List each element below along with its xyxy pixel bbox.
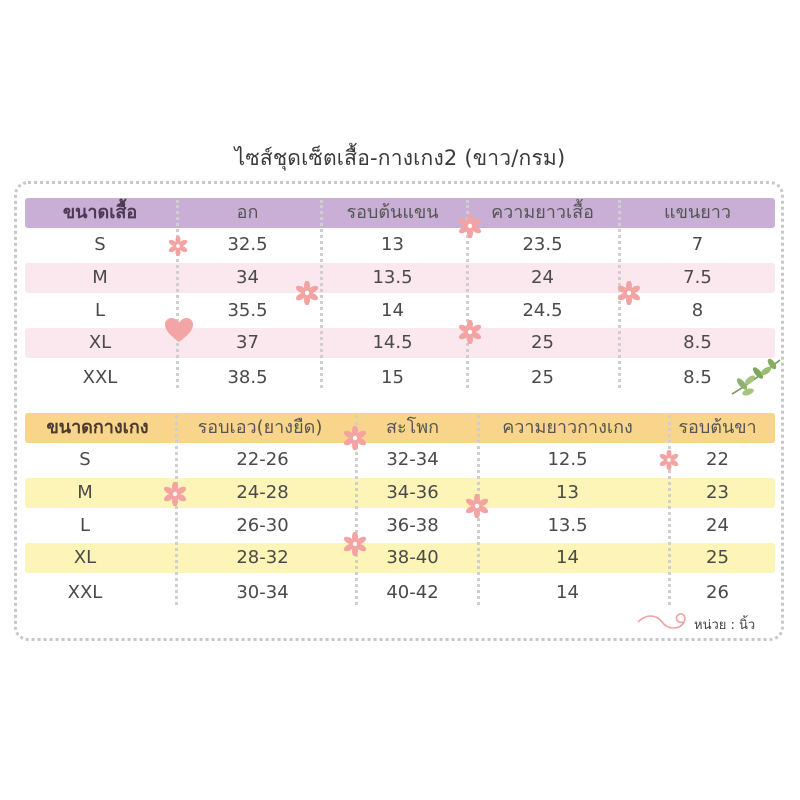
- value-cell: 24-28: [236, 482, 289, 503]
- shirt-header-sleeve: แขนยาว: [664, 202, 731, 223]
- value-cell: 15: [381, 367, 404, 388]
- pants-header-size: ขนาดกางเกง: [46, 417, 149, 438]
- table-row: [25, 478, 775, 508]
- flower-icon: [659, 450, 679, 470]
- value-cell: 38.5: [227, 367, 268, 388]
- chart-title: ไซส์ชุดเซ็ตเสื้อ-กางเกง2 (ขาว/กรม): [234, 146, 566, 170]
- value-cell: 36-38: [386, 515, 439, 536]
- value-cell: 28-32: [236, 547, 289, 568]
- column-divider: [668, 415, 671, 605]
- flower-icon: [458, 320, 482, 344]
- flower-icon: [295, 281, 319, 305]
- table-row: [25, 296, 775, 326]
- table-row: [25, 363, 775, 393]
- heart-icon: [164, 317, 194, 343]
- value-cell: 13.5: [372, 267, 413, 288]
- value-cell: 32-34: [386, 449, 439, 470]
- value-cell: 30-34: [236, 582, 289, 603]
- value-cell: 13: [381, 234, 404, 255]
- size-cell: M: [92, 267, 108, 288]
- size-cell: XXL: [67, 582, 103, 603]
- table-row: [25, 511, 775, 541]
- value-cell: 37: [236, 332, 259, 353]
- swirl-icon: [636, 610, 694, 634]
- value-cell: 14: [556, 547, 579, 568]
- value-cell: 8: [691, 300, 704, 321]
- value-cell: 32.5: [227, 234, 268, 255]
- size-cell: S: [79, 449, 91, 470]
- size-cell: L: [79, 515, 91, 536]
- table-row: [25, 578, 775, 608]
- value-cell: 25: [531, 367, 554, 388]
- pants-header-length: ความยาวกางเกง: [502, 417, 633, 438]
- value-cell: 35.5: [227, 300, 268, 321]
- flower-icon: [343, 426, 367, 450]
- value-cell: 7: [691, 234, 704, 255]
- shirt-header-chest: อก: [236, 202, 259, 223]
- value-cell: 13.5: [547, 515, 588, 536]
- value-cell: 25: [706, 547, 729, 568]
- value-cell: 22-26: [236, 449, 289, 470]
- value-cell: 24: [706, 515, 729, 536]
- size-cell: XL: [73, 547, 97, 568]
- size-cell: M: [77, 482, 93, 503]
- pants-header-thigh: รอบต้นขา: [678, 417, 757, 438]
- value-cell: 14.5: [372, 332, 413, 353]
- value-cell: 34-36: [386, 482, 439, 503]
- value-cell: 38-40: [386, 547, 439, 568]
- flower-icon: [465, 494, 489, 518]
- size-cell: XXL: [82, 367, 118, 388]
- flower-icon: [163, 482, 187, 506]
- value-cell: 23: [706, 482, 729, 503]
- table-row: [25, 328, 775, 358]
- flower-icon: [617, 281, 641, 305]
- value-cell: 13: [556, 482, 579, 503]
- value-cell: 7.5: [683, 267, 712, 288]
- table-row: [25, 543, 775, 573]
- column-divider: [175, 415, 178, 605]
- flower-icon: [343, 532, 367, 556]
- value-cell: 14: [381, 300, 404, 321]
- pants-header-waist: รอบเอว(ยางยืด): [197, 417, 323, 438]
- value-cell: 12.5: [547, 449, 588, 470]
- shirt-header-length: ความยาวเสื้อ: [491, 202, 594, 223]
- shirt-header-row: [25, 198, 775, 228]
- value-cell: 26: [706, 582, 729, 603]
- pants-header-row: [25, 413, 775, 443]
- value-cell: 24: [531, 267, 554, 288]
- value-cell: 24.5: [522, 300, 563, 321]
- flower-icon: [168, 236, 188, 256]
- table-row: [25, 263, 775, 293]
- shirt-header-arm: รอบต้นแขน: [346, 202, 439, 223]
- value-cell: 22: [706, 449, 729, 470]
- unit-label: หน่วย : นิ้ว: [694, 618, 756, 633]
- column-divider: [320, 200, 323, 388]
- value-cell: 8.5: [683, 332, 712, 353]
- pants-header-hip: สะโพก: [385, 417, 440, 438]
- value-cell: 40-42: [386, 582, 439, 603]
- value-cell: 25: [531, 332, 554, 353]
- value-cell: 14: [556, 582, 579, 603]
- flower-icon: [458, 214, 482, 238]
- column-divider: [176, 200, 179, 388]
- value-cell: 23.5: [522, 234, 563, 255]
- value-cell: 26-30: [236, 515, 289, 536]
- table-row: [25, 230, 775, 260]
- size-cell: S: [94, 234, 106, 255]
- size-cell: L: [94, 300, 106, 321]
- value-cell: 34: [236, 267, 259, 288]
- leaf-branch-icon: [728, 356, 784, 398]
- value-cell: 8.5: [683, 367, 712, 388]
- shirt-header-size: ขนาดเสื้อ: [62, 202, 138, 223]
- size-cell: XL: [88, 332, 112, 353]
